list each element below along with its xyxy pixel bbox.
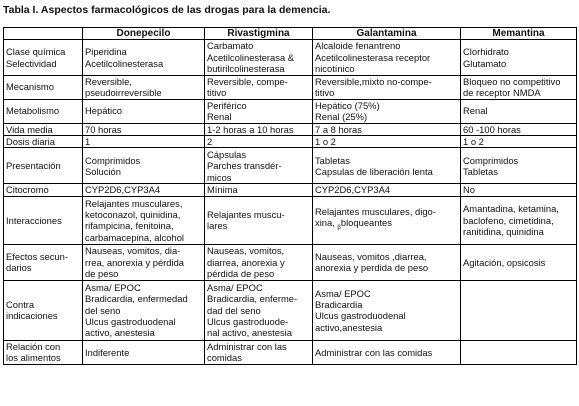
- cell-line: titivo: [315, 87, 335, 99]
- table-row: [4, 280, 577, 340]
- table-row: [4, 99, 577, 123]
- cell-donepecilo: [83, 280, 205, 340]
- cell-line: CYP2D6,CYP3A4: [85, 184, 161, 196]
- cell-line: ketoconazol, quinidina,: [85, 208, 181, 220]
- cell-line: 7 a 8 horas: [315, 123, 362, 135]
- cell-line: de peso: [85, 268, 119, 280]
- cell-line: Carbamato: [207, 40, 254, 52]
- cell-line: carbamacepina, alcohol: [85, 231, 185, 243]
- cell-line: del seno: [85, 304, 121, 316]
- cell-line: 2: [207, 136, 213, 148]
- cell-galantamina: [313, 196, 461, 244]
- cell-line: ranitidina, quinidina: [463, 226, 544, 238]
- cell-memantina: [461, 123, 577, 135]
- cell-line: Acetilcolinesterasa: [85, 57, 164, 69]
- cell-line: Acetilcolinesterasa receptor: [315, 51, 431, 63]
- beta-symbol: β: [337, 225, 341, 232]
- cell-line: Tabletas: [315, 154, 350, 166]
- cell-line: Asma/ EPOC: [85, 281, 141, 293]
- cell-galantamina: [313, 40, 461, 75]
- cell-rivastigmina: [205, 196, 313, 244]
- cell-line: Nauseas, vomitos ,diarrea,: [315, 250, 427, 262]
- cell-text: bloqueantes: [340, 217, 392, 229]
- cell-line: micos: [207, 171, 232, 183]
- cell-donepecilo: [83, 123, 205, 135]
- cell-line: Comprimidos: [463, 154, 519, 166]
- cell-rivastigmina: [205, 40, 313, 75]
- cell-line: butirilcolinesterasa: [207, 63, 285, 75]
- cell-line: nicotínico: [315, 63, 355, 75]
- cell-line: Capsulas de liberación lenta: [315, 165, 433, 177]
- cell-line: Reversible, compe-: [207, 75, 288, 87]
- cell-line: indicaciones: [6, 310, 58, 322]
- table-row: [4, 40, 577, 75]
- cell-galantamina: [313, 244, 461, 280]
- cell-line: Selectividad: [6, 57, 57, 69]
- cell-galantamina: [313, 136, 461, 148]
- table-row: [4, 123, 577, 135]
- cell-line: Presentación: [6, 160, 61, 172]
- cell-line: Dosis diaria: [6, 136, 55, 148]
- cell-line: Tabletas: [463, 165, 498, 177]
- cell-line: Relación con: [6, 340, 61, 352]
- cell-line: Asma/ EPOC: [315, 287, 371, 299]
- cell-line: dad del seno: [207, 304, 261, 316]
- row-header-cell: [4, 184, 83, 196]
- header-cell-galantamina: Galantamina: [313, 28, 461, 40]
- cell-galantamina: [313, 184, 461, 196]
- table-row: [4, 148, 577, 184]
- cell-line: 1-2 horas a 10 horas: [207, 123, 294, 135]
- pharmacology-table: [3, 27, 577, 365]
- row-header-cell: [4, 196, 83, 244]
- cell-line: Mínima: [207, 184, 238, 196]
- table-row: [4, 244, 577, 280]
- cell-line: Nauseas, vomitos, dia-: [85, 245, 181, 257]
- cell-line: No: [463, 184, 475, 196]
- cell-line: Citocromo: [6, 184, 49, 196]
- cell-line: de receptor NMDA: [463, 87, 541, 99]
- cell-line: rifampicina, fenitoina,: [85, 220, 174, 232]
- header-row: [4, 28, 577, 40]
- cell-galantamina: [313, 148, 461, 184]
- cell-line: Nauseas, vomitos,: [207, 245, 285, 257]
- cell-line: 1 o 2: [315, 136, 336, 148]
- cell-line: 1: [85, 136, 91, 148]
- cell-line: Renal (25%): [315, 111, 368, 123]
- cell-line: Acetilcolinesterasa &: [207, 51, 295, 63]
- cell-line: CYP2D6,CYP3A4: [315, 184, 391, 196]
- cell-line: Bradicardia: [315, 298, 363, 310]
- cell-rivastigmina: [205, 184, 313, 196]
- header-cell-rivastigmina: Rivastigmina: [205, 28, 313, 40]
- cell-line: pérdida de peso: [207, 268, 275, 280]
- cell-line: Cápsulas: [207, 148, 247, 160]
- cell-line: Glutamato: [463, 57, 507, 69]
- cell-line: Hepático: [85, 105, 123, 117]
- cell-line: Administrar con las comidas: [315, 346, 433, 358]
- row-header-cell: [4, 148, 83, 184]
- cell-line: Bloqueo no competitivo: [463, 75, 561, 87]
- cell-line: Alcaloide fenantreno: [315, 40, 401, 52]
- cell-line: Administrar con las: [207, 340, 287, 352]
- cell-galantamina: [313, 123, 461, 135]
- cell-line: Relajantes musculares, digo-: [315, 206, 436, 217]
- cell-memantina: [461, 148, 577, 184]
- row-header-cell: [4, 123, 83, 135]
- cell-line: Ulcus gastroduode-: [207, 316, 289, 328]
- cell-line: Agitación, opsicosis: [463, 256, 546, 268]
- cell-line: nal activo, anestesia: [207, 327, 292, 339]
- cell-line: Hepático (75%): [315, 99, 380, 111]
- table-body: [4, 40, 577, 364]
- table-row: [4, 136, 577, 148]
- table-row: [4, 196, 577, 244]
- table-row: [4, 75, 577, 99]
- cell-donepecilo: [83, 40, 205, 75]
- cell-line: Vida media: [6, 123, 53, 135]
- cell-line: 60 -100 horas: [463, 123, 521, 135]
- cell-line: Piperidina: [85, 46, 127, 58]
- cell-memantina: [461, 280, 577, 340]
- cell-line: Comprimidos: [85, 154, 141, 166]
- cell-galantamina: [313, 340, 461, 364]
- cell-line: activo, anestesia: [85, 327, 155, 339]
- cell-memantina: [461, 75, 577, 99]
- cell-rivastigmina: [205, 136, 313, 148]
- row-header-cell: [4, 340, 83, 364]
- cell-line: Parches transdér-: [207, 160, 282, 172]
- cell-rivastigmina: [205, 75, 313, 99]
- table-row: [4, 340, 577, 364]
- cell-line: Clase química: [6, 46, 66, 58]
- cell-donepecilo: [83, 75, 205, 99]
- cell-memantina: [461, 99, 577, 123]
- cell-donepecilo: [83, 148, 205, 184]
- cell-text: xina,: [315, 217, 338, 229]
- cell-line: Ulcus gastroduodenal: [85, 316, 176, 328]
- cell-line: Contra: [6, 298, 35, 310]
- cell-line: activo,anestesia: [315, 321, 383, 333]
- cell-donepecilo: [83, 136, 205, 148]
- header-cell-donepecilo: Donepecilo: [83, 28, 205, 40]
- cell-line: 1 o 2: [463, 136, 484, 148]
- cell-donepecilo: [83, 340, 205, 364]
- cell-galantamina: [313, 99, 461, 123]
- cell-line: rrea, anorexia y pérdida: [85, 256, 185, 268]
- cell-galantamina: [313, 280, 461, 340]
- cell-rivastigmina: [205, 244, 313, 280]
- cell-donepecilo: [83, 184, 205, 196]
- row-header-cell: [4, 75, 83, 99]
- cell-line: Bradicardia, enferme-: [207, 293, 298, 305]
- cell-line: comidas: [207, 352, 242, 364]
- cell-line: Indiferente: [85, 346, 130, 358]
- cell-line: Amantadina, ketamina,: [463, 203, 559, 215]
- cell-line: Periférico: [207, 99, 247, 111]
- cell-memantina: [461, 244, 577, 280]
- cell-rivastigmina: [205, 148, 313, 184]
- cell-line: Bradicardia, enfermedad: [85, 293, 188, 305]
- cell-memantina: [461, 340, 577, 364]
- cell-line: Interacciones: [6, 214, 62, 226]
- cell-line: Reversible,: [85, 75, 132, 87]
- cell-line: anorexia y perdida de peso: [315, 262, 429, 274]
- row-header-cell: [4, 40, 83, 75]
- cell-line: Clorhidrato: [463, 46, 509, 58]
- cell-memantina: [461, 40, 577, 75]
- cell-memantina: [461, 196, 577, 244]
- cell-line: baclofeno, cimetidina,: [463, 214, 554, 226]
- cell-line: titivo: [207, 87, 227, 99]
- cell-line: Asma/ EPOC: [207, 281, 263, 293]
- row-header-cell: [4, 99, 83, 123]
- cell-donepecilo: [83, 196, 205, 244]
- cell-line: Efectos secun-: [6, 250, 69, 262]
- cell-line: Renal: [207, 111, 232, 123]
- table-title: Tabla I. Aspectos farmacológicos de las drogas para la demencia.: [3, 4, 331, 16]
- table-row: [4, 184, 577, 196]
- cell-line: Relajantes muscu-: [207, 208, 285, 220]
- cell-line: diarrea, anorexia y: [207, 256, 285, 268]
- cell-donepecilo: [83, 244, 205, 280]
- cell-donepecilo: [83, 99, 205, 123]
- cell-line: Renal: [463, 105, 488, 117]
- cell-line: Mecanismo: [6, 81, 54, 93]
- cell-rivastigmina: [205, 280, 313, 340]
- cell-memantina: [461, 184, 577, 196]
- cell-line: [315, 217, 458, 234]
- cell-line: Metabolismo: [6, 105, 60, 117]
- cell-rivastigmina: [205, 340, 313, 364]
- header-cell-memantina: Memantina: [461, 28, 577, 40]
- row-header-cell: [4, 244, 83, 280]
- cell-line: Reversible,mixto no-compe-: [315, 75, 432, 87]
- cell-line: lares: [207, 220, 228, 232]
- cell-line: Solución: [85, 165, 121, 177]
- header-cell-empty: [4, 28, 83, 40]
- cell-galantamina: [313, 75, 461, 99]
- cell-line: los alimentos: [6, 352, 61, 364]
- cell-line: darios: [6, 262, 32, 274]
- cell-memantina: [461, 136, 577, 148]
- cell-rivastigmina: [205, 99, 313, 123]
- cell-line: Relajantes musculares,: [85, 197, 183, 209]
- row-header-cell: [4, 280, 83, 340]
- row-header-cell: [4, 136, 83, 148]
- cell-line: pseudoirreversible: [85, 87, 162, 99]
- cell-rivastigmina: [205, 123, 313, 135]
- cell-line: Ulcus gastroduodenal: [315, 310, 406, 322]
- cell-line: 70 horas: [85, 123, 122, 135]
